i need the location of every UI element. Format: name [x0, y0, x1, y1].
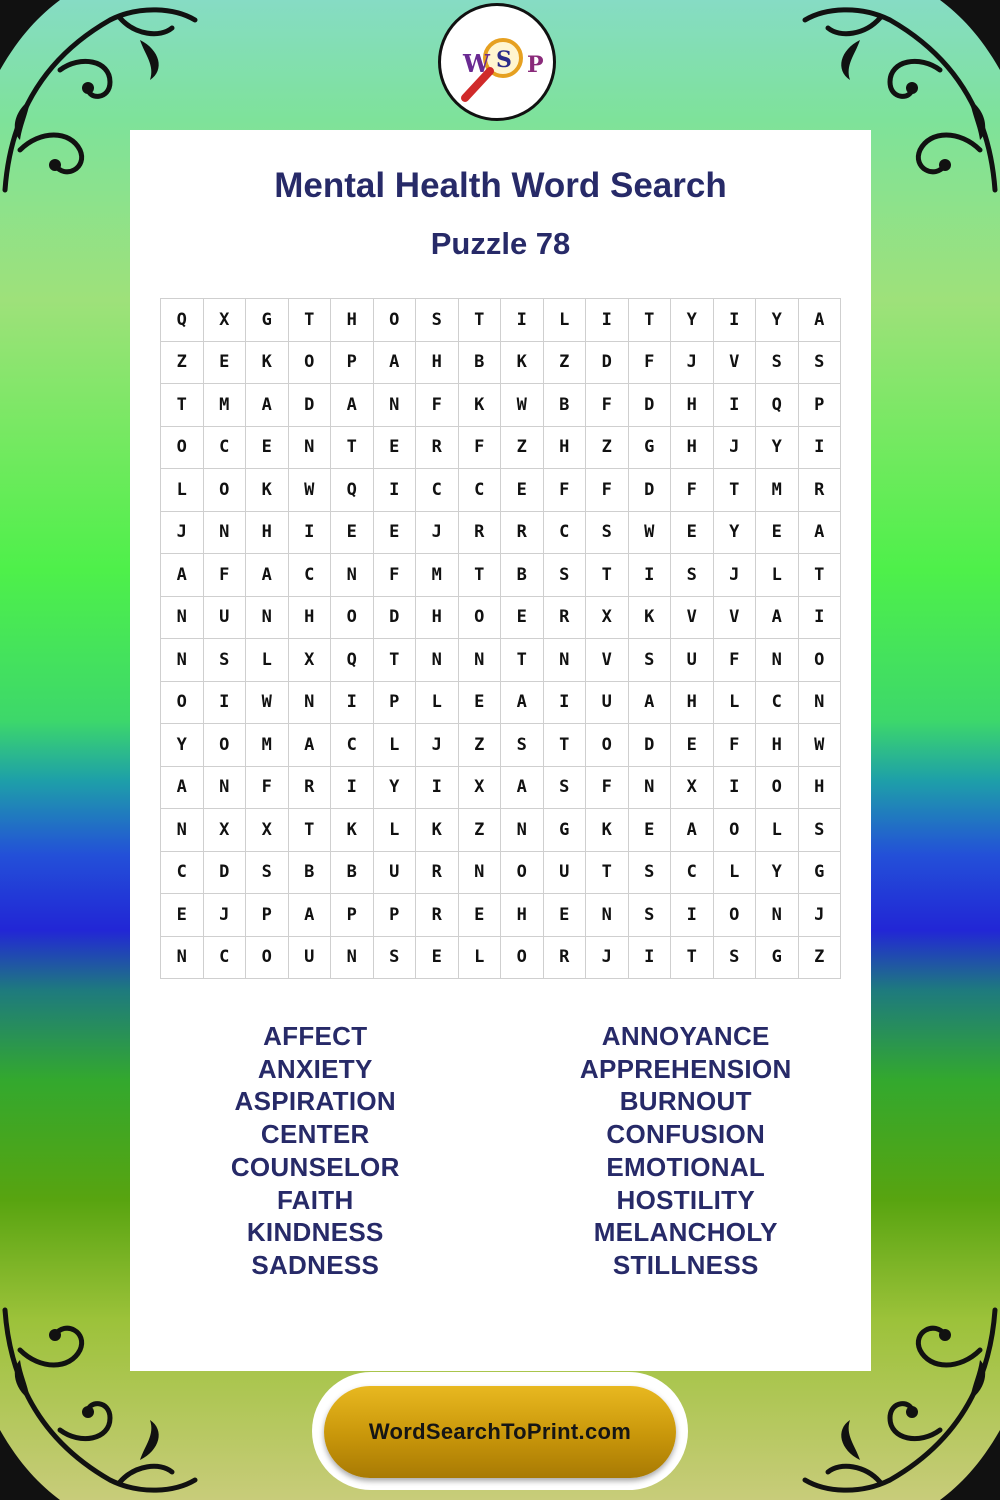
grid-cell[interactable]: L	[374, 809, 417, 852]
grid-cell[interactable]: D	[289, 384, 332, 427]
grid-cell[interactable]: C	[161, 852, 204, 895]
grid-cell[interactable]: H	[671, 427, 714, 470]
logo-letter-p: P	[527, 52, 544, 78]
grid-cell[interactable]: D	[629, 724, 672, 767]
grid-cell[interactable]: T	[714, 469, 757, 512]
grid-cell[interactable]: F	[459, 427, 502, 470]
grid-cell[interactable]: O	[246, 937, 289, 980]
grid-cell[interactable]: I	[714, 299, 757, 342]
grid-cell[interactable]: N	[756, 894, 799, 937]
grid-cell[interactable]: I	[714, 767, 757, 810]
grid-cell[interactable]: S	[586, 512, 629, 555]
puzzle-number: Puzzle 78	[430, 226, 571, 261]
grid-cell[interactable]: F	[374, 554, 417, 597]
grid-cell[interactable]: A	[161, 554, 204, 597]
word-list-item: BURNOUT	[619, 1086, 752, 1117]
grid-cell[interactable]: N	[629, 767, 672, 810]
grid-cell[interactable]: J	[161, 512, 204, 555]
grid-cell[interactable]: I	[629, 554, 672, 597]
grid-cell[interactable]: S	[799, 809, 842, 852]
grid-cell[interactable]: I	[289, 512, 332, 555]
grid-cell[interactable]: N	[416, 639, 459, 682]
grid-cell[interactable]: V	[714, 342, 757, 385]
grid-cell[interactable]: C	[204, 427, 247, 470]
grid-cell[interactable]: I	[204, 682, 247, 725]
grid-cell[interactable]: R	[459, 512, 502, 555]
grid-cell[interactable]: Q	[161, 299, 204, 342]
grid-cell[interactable]: L	[161, 469, 204, 512]
grid-cell[interactable]: H	[331, 299, 374, 342]
grid-cell[interactable]: E	[544, 894, 587, 937]
grid-cell[interactable]: A	[246, 554, 289, 597]
grid-cell[interactable]: Z	[161, 342, 204, 385]
grid-cell[interactable]: Y	[671, 299, 714, 342]
grid-cell[interactable]: E	[246, 427, 289, 470]
grid-cell[interactable]: D	[586, 342, 629, 385]
grid-cell[interactable]: I	[416, 767, 459, 810]
grid-cell[interactable]: E	[459, 894, 502, 937]
grid-cell[interactable]: M	[756, 469, 799, 512]
grid-cell[interactable]: O	[799, 639, 842, 682]
grid-cell[interactable]: Z	[459, 724, 502, 767]
grid-cell[interactable]: T	[671, 937, 714, 980]
grid-cell[interactable]: R	[501, 512, 544, 555]
grid-cell[interactable]: C	[756, 682, 799, 725]
grid-cell[interactable]: J	[799, 894, 842, 937]
grid-cell[interactable]: E	[671, 512, 714, 555]
grid-cell[interactable]: W	[501, 384, 544, 427]
grid-cell[interactable]: H	[246, 512, 289, 555]
grid-cell[interactable]: L	[714, 682, 757, 725]
grid-cell[interactable]: S	[501, 724, 544, 767]
grid-cell[interactable]: N	[331, 554, 374, 597]
grid-cell[interactable]: R	[416, 852, 459, 895]
grid-cell[interactable]: F	[416, 384, 459, 427]
grid-cell[interactable]: T	[459, 299, 502, 342]
grid-cell[interactable]: I	[331, 682, 374, 725]
grid-cell[interactable]: T	[289, 299, 332, 342]
grid-cell[interactable]: S	[714, 937, 757, 980]
grid-cell[interactable]: S	[374, 937, 417, 980]
grid-cell[interactable]: A	[289, 724, 332, 767]
grid-cell[interactable]: O	[501, 852, 544, 895]
word-list-item: STILLNESS	[612, 1249, 759, 1280]
grid-cell[interactable]: H	[416, 342, 459, 385]
grid-cell[interactable]: H	[671, 682, 714, 725]
grid-cell[interactable]: C	[289, 554, 332, 597]
word-list-item: ANNOYANCE	[601, 1021, 770, 1051]
grid-cell[interactable]: F	[586, 767, 629, 810]
grid-cell[interactable]: D	[374, 597, 417, 640]
grid-cell[interactable]: N	[374, 384, 417, 427]
grid-cell[interactable]: E	[331, 512, 374, 555]
grid-cell[interactable]: F	[714, 724, 757, 767]
grid-cell[interactable]: E	[204, 342, 247, 385]
grid-cell[interactable]: K	[501, 342, 544, 385]
grid-cell[interactable]: T	[586, 852, 629, 895]
word-list-item: ANXIETY	[257, 1053, 373, 1084]
grid-cell[interactable]: X	[586, 597, 629, 640]
grid-cell[interactable]: S	[799, 342, 842, 385]
grid-cell[interactable]: P	[331, 342, 374, 385]
grid-cell[interactable]: S	[671, 554, 714, 597]
grid-cell[interactable]: I	[671, 894, 714, 937]
grid-cell[interactable]: J	[714, 427, 757, 470]
grid-cell[interactable]: I	[629, 937, 672, 980]
grid-cell[interactable]: A	[756, 597, 799, 640]
grid-cell[interactable]: A	[799, 512, 842, 555]
grid-cell[interactable]: D	[204, 852, 247, 895]
grid-cell[interactable]: H	[289, 597, 332, 640]
grid-cell[interactable]: L	[756, 554, 799, 597]
grid-cell[interactable]: I	[501, 299, 544, 342]
grid-cell[interactable]: O	[714, 809, 757, 852]
grid-cell[interactable]: L	[544, 299, 587, 342]
grid-cell[interactable]: K	[246, 342, 289, 385]
grid-cell[interactable]: Z	[459, 809, 502, 852]
grid-cell[interactable]: L	[756, 809, 799, 852]
grid-cell[interactable]: Y	[756, 427, 799, 470]
grid-cell[interactable]: S	[629, 894, 672, 937]
grid-cell[interactable]: C	[204, 937, 247, 980]
grid-cell[interactable]: O	[459, 597, 502, 640]
grid-cell[interactable]: W	[799, 724, 842, 767]
grid-cell[interactable]: B	[331, 852, 374, 895]
grid-cell[interactable]: S	[756, 342, 799, 385]
grid-cell[interactable]: Q	[331, 639, 374, 682]
grid-cell[interactable]: W	[629, 512, 672, 555]
grid-cell[interactable]: I	[586, 299, 629, 342]
grid-cell[interactable]: E	[629, 809, 672, 852]
grid-cell[interactable]: U	[204, 597, 247, 640]
grid-cell[interactable]: F	[714, 639, 757, 682]
grid-cell[interactable]: I	[374, 469, 417, 512]
grid-cell[interactable]: C	[544, 512, 587, 555]
site-link-button[interactable]	[324, 1386, 676, 1478]
word-list-item: EMOTIONAL	[606, 1151, 766, 1182]
grid-cell[interactable]: Z	[501, 427, 544, 470]
grid-cell[interactable]: T	[161, 384, 204, 427]
grid-cell[interactable]: X	[459, 767, 502, 810]
grid-cell[interactable]: A	[799, 299, 842, 342]
grid-cell[interactable]: H	[756, 724, 799, 767]
grid-cell[interactable]: E	[161, 894, 204, 937]
grid-cell[interactable]: F	[246, 767, 289, 810]
grid-cell[interactable]: L	[246, 639, 289, 682]
grid-cell[interactable]: E	[459, 682, 502, 725]
grid-cell[interactable]: O	[161, 682, 204, 725]
grid-cell[interactable]: E	[374, 512, 417, 555]
grid-cell[interactable]: Q	[756, 384, 799, 427]
grid-cell[interactable]: N	[161, 639, 204, 682]
grid-cell[interactable]: A	[374, 342, 417, 385]
word-list-right	[501, 1020, 872, 1282]
grid-cell[interactable]: B	[289, 852, 332, 895]
grid-cell[interactable]: H	[799, 767, 842, 810]
puzzle-card	[130, 130, 871, 1371]
grid-cell[interactable]: T	[586, 554, 629, 597]
grid-cell[interactable]: F	[544, 469, 587, 512]
grid-cell[interactable]: V	[586, 639, 629, 682]
grid-cell[interactable]: T	[374, 639, 417, 682]
grid-cell[interactable]: J	[416, 724, 459, 767]
grid-cell[interactable]: A	[161, 767, 204, 810]
grid-cell[interactable]: O	[161, 427, 204, 470]
grid-cell[interactable]: K	[331, 809, 374, 852]
grid-cell[interactable]: E	[756, 512, 799, 555]
grid-cell[interactable]: Y	[714, 512, 757, 555]
grid-cell[interactable]: G	[756, 937, 799, 980]
grid-cell[interactable]: T	[799, 554, 842, 597]
grid-cell[interactable]: X	[671, 767, 714, 810]
grid-cell[interactable]: X	[289, 639, 332, 682]
grid-cell[interactable]: A	[671, 809, 714, 852]
grid-cell[interactable]: V	[714, 597, 757, 640]
grid-cell[interactable]: N	[161, 809, 204, 852]
word-list-item: MELANCHOLY	[593, 1217, 778, 1248]
site-logo[interactable]	[438, 3, 556, 121]
grid-cell[interactable]: C	[416, 469, 459, 512]
grid-cell[interactable]: C	[671, 852, 714, 895]
word-list-item: CENTER	[260, 1119, 370, 1150]
grid-cell[interactable]: R	[289, 767, 332, 810]
grid-cell[interactable]: P	[331, 894, 374, 937]
grid-cell[interactable]: X	[204, 809, 247, 852]
word-list-item: HOSTILITY	[616, 1184, 755, 1215]
grid-cell[interactable]: C	[459, 469, 502, 512]
grid-cell[interactable]: N	[459, 639, 502, 682]
grid-cell[interactable]: N	[246, 597, 289, 640]
grid-cell[interactable]: I	[714, 384, 757, 427]
word-list-item: COUNSELOR	[230, 1151, 400, 1182]
grid-cell[interactable]: X	[204, 299, 247, 342]
word-list-item: APPREHENSION	[579, 1053, 792, 1084]
grid-cell[interactable]: M	[204, 384, 247, 427]
grid-cell[interactable]: G	[799, 852, 842, 895]
grid-cell[interactable]: W	[289, 469, 332, 512]
grid-cell[interactable]: E	[416, 937, 459, 980]
grid-cell[interactable]: Z	[544, 342, 587, 385]
grid-cell[interactable]: E	[501, 469, 544, 512]
grid-cell[interactable]: N	[331, 937, 374, 980]
grid-cell[interactable]: I	[799, 597, 842, 640]
grid-cell[interactable]: K	[246, 469, 289, 512]
word-list-item: KINDNESS	[246, 1217, 384, 1248]
grid-cell[interactable]: Z	[799, 937, 842, 980]
grid-cell[interactable]: P	[374, 682, 417, 725]
grid-cell[interactable]: U	[544, 852, 587, 895]
grid-cell[interactable]: A	[289, 894, 332, 937]
grid-cell[interactable]: J	[416, 512, 459, 555]
grid-cell[interactable]: G	[246, 299, 289, 342]
grid-cell[interactable]: E	[671, 724, 714, 767]
grid-cell[interactable]: G	[629, 427, 672, 470]
grid-cell[interactable]: N	[459, 852, 502, 895]
grid-cell[interactable]: K	[629, 597, 672, 640]
grid-cell[interactable]: S	[204, 639, 247, 682]
grid-cell[interactable]: A	[246, 384, 289, 427]
grid-cell[interactable]: R	[799, 469, 842, 512]
grid-cell[interactable]: J	[586, 937, 629, 980]
grid-cell[interactable]: O	[756, 767, 799, 810]
grid-cell[interactable]: O	[501, 937, 544, 980]
grid-cell[interactable]: B	[501, 554, 544, 597]
grid-cell[interactable]: E	[374, 427, 417, 470]
grid-cell[interactable]: I	[799, 427, 842, 470]
grid-cell[interactable]: J	[204, 894, 247, 937]
grid-cell[interactable]: T	[331, 427, 374, 470]
grid-cell[interactable]: N	[161, 937, 204, 980]
grid-cell[interactable]: A	[501, 767, 544, 810]
grid-cell[interactable]: G	[544, 809, 587, 852]
grid-cell[interactable]: S	[246, 852, 289, 895]
grid-cell[interactable]: K	[459, 384, 502, 427]
grid-cell[interactable]: N	[799, 682, 842, 725]
grid-cell[interactable]: N	[289, 427, 332, 470]
grid-cell[interactable]: O	[204, 469, 247, 512]
grid-cell[interactable]: N	[289, 682, 332, 725]
grid-cell[interactable]: R	[416, 427, 459, 470]
grid-cell[interactable]: T	[501, 639, 544, 682]
grid-cell[interactable]: P	[374, 894, 417, 937]
grid-cell[interactable]: O	[714, 894, 757, 937]
grid-cell[interactable]: T	[459, 554, 502, 597]
grid-cell[interactable]: U	[586, 682, 629, 725]
grid-cell[interactable]: B	[544, 384, 587, 427]
grid-cell[interactable]: A	[629, 682, 672, 725]
grid-cell[interactable]: A	[501, 682, 544, 725]
grid-cell[interactable]: Y	[756, 299, 799, 342]
grid-cell[interactable]: S	[629, 639, 672, 682]
grid-cell[interactable]: I	[331, 767, 374, 810]
grid-cell[interactable]: T	[544, 724, 587, 767]
grid-cell[interactable]: T	[629, 299, 672, 342]
grid-cell[interactable]: L	[459, 937, 502, 980]
magnifier-logo-icon	[441, 6, 553, 118]
word-list-item: AFFECT	[263, 1021, 368, 1051]
grid-cell[interactable]: V	[671, 597, 714, 640]
grid-cell[interactable]: F	[629, 342, 672, 385]
grid-cell[interactable]: I	[544, 682, 587, 725]
grid-cell[interactable]: O	[586, 724, 629, 767]
word-list	[130, 1020, 871, 1282]
grid-cell[interactable]: H	[416, 597, 459, 640]
grid-cell[interactable]: L	[714, 852, 757, 895]
grid-cell[interactable]: K	[416, 809, 459, 852]
grid-cell[interactable]: Y	[161, 724, 204, 767]
word-list-item: FAITH	[276, 1184, 354, 1215]
grid-cell[interactable]: K	[586, 809, 629, 852]
grid-cell[interactable]: X	[246, 809, 289, 852]
logo-letter-w: W	[463, 49, 490, 78]
word-list-item: SADNESS	[251, 1249, 380, 1280]
word-list-item: CONFUSION	[606, 1119, 766, 1150]
grid-cell[interactable]: P	[246, 894, 289, 937]
grid-cell[interactable]: H	[671, 384, 714, 427]
grid-cell[interactable]: U	[374, 852, 417, 895]
grid-cell[interactable]: S	[544, 554, 587, 597]
page-title: Mental Health Word Search	[274, 166, 727, 205]
grid-cell[interactable]: O	[204, 724, 247, 767]
grid-cell[interactable]: J	[671, 342, 714, 385]
grid-cell[interactable]: S	[544, 767, 587, 810]
grid-cell[interactable]: F	[586, 384, 629, 427]
grid-cell[interactable]: Z	[586, 427, 629, 470]
grid-cell[interactable]: L	[374, 724, 417, 767]
word-list-left	[130, 1020, 501, 1282]
grid-cell[interactable]: D	[629, 384, 672, 427]
grid-cell[interactable]: Y	[374, 767, 417, 810]
grid-cell[interactable]: Q	[331, 469, 374, 512]
grid-cell[interactable]: R	[544, 597, 587, 640]
grid-cell[interactable]: H	[544, 427, 587, 470]
grid-cell[interactable]: Y	[756, 852, 799, 895]
grid-cell[interactable]: F	[204, 554, 247, 597]
grid-cell[interactable]: N	[544, 639, 587, 682]
grid-cell[interactable]: C	[331, 724, 374, 767]
grid-cell[interactable]: B	[459, 342, 502, 385]
grid-cell[interactable]: J	[714, 554, 757, 597]
logo-letter-s: S	[496, 47, 512, 73]
grid-cell[interactable]: W	[246, 682, 289, 725]
grid-cell[interactable]: O	[331, 597, 374, 640]
grid-cell[interactable]: D	[629, 469, 672, 512]
grid-cell[interactable]: S	[629, 852, 672, 895]
grid-cell[interactable]: N	[501, 809, 544, 852]
letter-grid	[160, 298, 841, 979]
grid-cell[interactable]: T	[289, 809, 332, 852]
site-link-label: WordSearchToPrint.com	[368, 1419, 632, 1444]
grid-cell[interactable]: R	[416, 894, 459, 937]
grid-cell[interactable]: L	[416, 682, 459, 725]
grid-cell[interactable]: N	[161, 597, 204, 640]
grid-cell[interactable]: M	[246, 724, 289, 767]
grid-cell[interactable]: R	[544, 937, 587, 980]
grid-cell[interactable]: U	[289, 937, 332, 980]
grid-cell[interactable]: O	[374, 299, 417, 342]
grid-cell[interactable]: N	[756, 639, 799, 682]
grid-cell[interactable]: P	[799, 384, 842, 427]
grid-cell[interactable]: A	[331, 384, 374, 427]
grid-cell[interactable]: E	[501, 597, 544, 640]
grid-cell[interactable]: N	[204, 767, 247, 810]
grid-cell[interactable]: U	[671, 639, 714, 682]
grid-cell[interactable]: O	[289, 342, 332, 385]
grid-cell[interactable]: H	[501, 894, 544, 937]
grid-cell[interactable]: M	[416, 554, 459, 597]
word-list-item: ASPIRATION	[234, 1086, 396, 1117]
grid-cell[interactable]: S	[416, 299, 459, 342]
grid-cell[interactable]: F	[671, 469, 714, 512]
grid-cell[interactable]: N	[204, 512, 247, 555]
grid-cell[interactable]: N	[586, 894, 629, 937]
grid-cell[interactable]: F	[586, 469, 629, 512]
